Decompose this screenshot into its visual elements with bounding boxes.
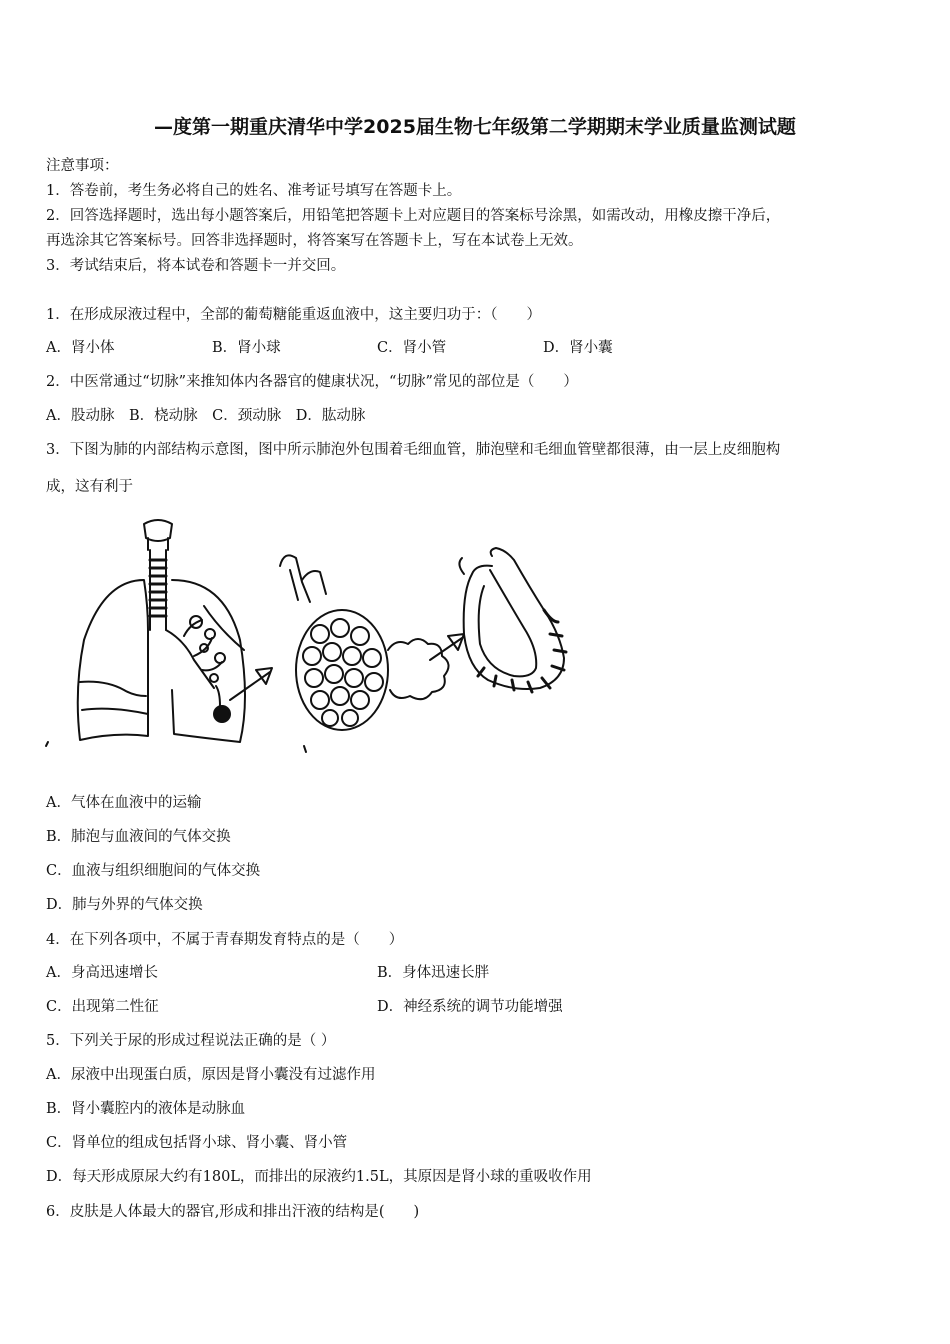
lungs-diagram <box>46 520 272 746</box>
q3-option-d: D．肺与外界的气体交换 <box>46 897 203 913</box>
question-6-stem: 6．皮肤是人体最大的器官,形成和排出汗液的结构是( ) <box>46 1204 420 1220</box>
q5-option-d: D．每天形成原尿大约有180L，而排出的尿液约1.5L，其原因是肾小球的重吸收作用 <box>46 1169 592 1185</box>
q1-option-b: B．肾小球 <box>212 340 281 356</box>
q4-option-d: D．神经系统的调节功能增强 <box>377 999 563 1015</box>
question-3-stem: 3．下图为肺的内部结构示意图，图中所示肺泡外包围着毛细血管，肺泡壁和毛细血管壁都很薄，由一层上皮细胞构 <box>46 442 781 458</box>
question-3-stem-cont: 成，这有利于 <box>46 479 133 495</box>
alveolus-capillary-diagram <box>459 548 566 692</box>
q5-option-b: B．肾小囊腔内的液体是动脉血 <box>46 1101 246 1117</box>
notice-item: 1．答卷前，考生务必将自己的姓名、准考证号填写在答题卡上。 <box>46 183 462 199</box>
notice-item: 再选涂其它答案标号。回答非选择题时，将答案写在答题卡上，写在本试卷上无效。 <box>46 233 583 249</box>
q1-option-d: D．肾小囊 <box>543 340 613 356</box>
q3-option-c: C．血液与组织细胞间的气体交换 <box>46 863 261 879</box>
q5-option-c: C．肾单位的组成包括肾小球、肾小囊、肾小管 <box>46 1135 348 1151</box>
notice-item: 3．考试结束后，将本试卷和答题卡一并交回。 <box>46 258 346 274</box>
question-1-stem: 1．在形成尿液过程中，全部的葡萄糖能重返血液中，这主要归功于：（ ） <box>46 307 541 323</box>
q1-option-a: A．肾小体 <box>46 340 115 356</box>
notice-heading: 注意事项： <box>46 158 119 174</box>
q3-option-a: A．气体在血液中的运输 <box>46 795 202 811</box>
notice-item: 2．回答选择题时，选出每小题答案后，用铅笔把答题卡上对应题目的答案标号涂黑，如需改动，用橡皮擦干净后， <box>46 208 781 224</box>
question-5-stem: 5．下列关于尿的形成过程说法正确的是（ ） <box>46 1033 336 1049</box>
alveoli-cluster-diagram <box>280 555 464 752</box>
lung-structure-figure <box>44 510 584 762</box>
question-4-stem: 4．在下列各项中，不属于青春期发育特点的是（ ） <box>46 932 404 948</box>
q1-option-c: C．肾小管 <box>377 340 447 356</box>
q5-option-a: A．尿液中出现蛋白质，原因是肾小囊没有过滤作用 <box>46 1067 376 1083</box>
q4-option-c: C．出现第二性征 <box>46 999 159 1015</box>
question-2-stem: 2．中医常通过“切脉”来推知体内各器官的健康状况，“切脉”常见的部位是（ ） <box>46 374 578 390</box>
q2-options: A．股动脉 B．桡动脉 C．颈动脉 D．肱动脉 <box>46 408 366 424</box>
q4-option-a: A．身高迅速增长 <box>46 965 158 981</box>
page-title: —度第一期重庆清华中学2025届生物七年级第二学期期末学业质量监测试题 <box>154 116 796 138</box>
q4-option-b: B．身体迅速长胖 <box>377 965 490 981</box>
q3-option-b: B．肺泡与血液间的气体交换 <box>46 829 231 845</box>
